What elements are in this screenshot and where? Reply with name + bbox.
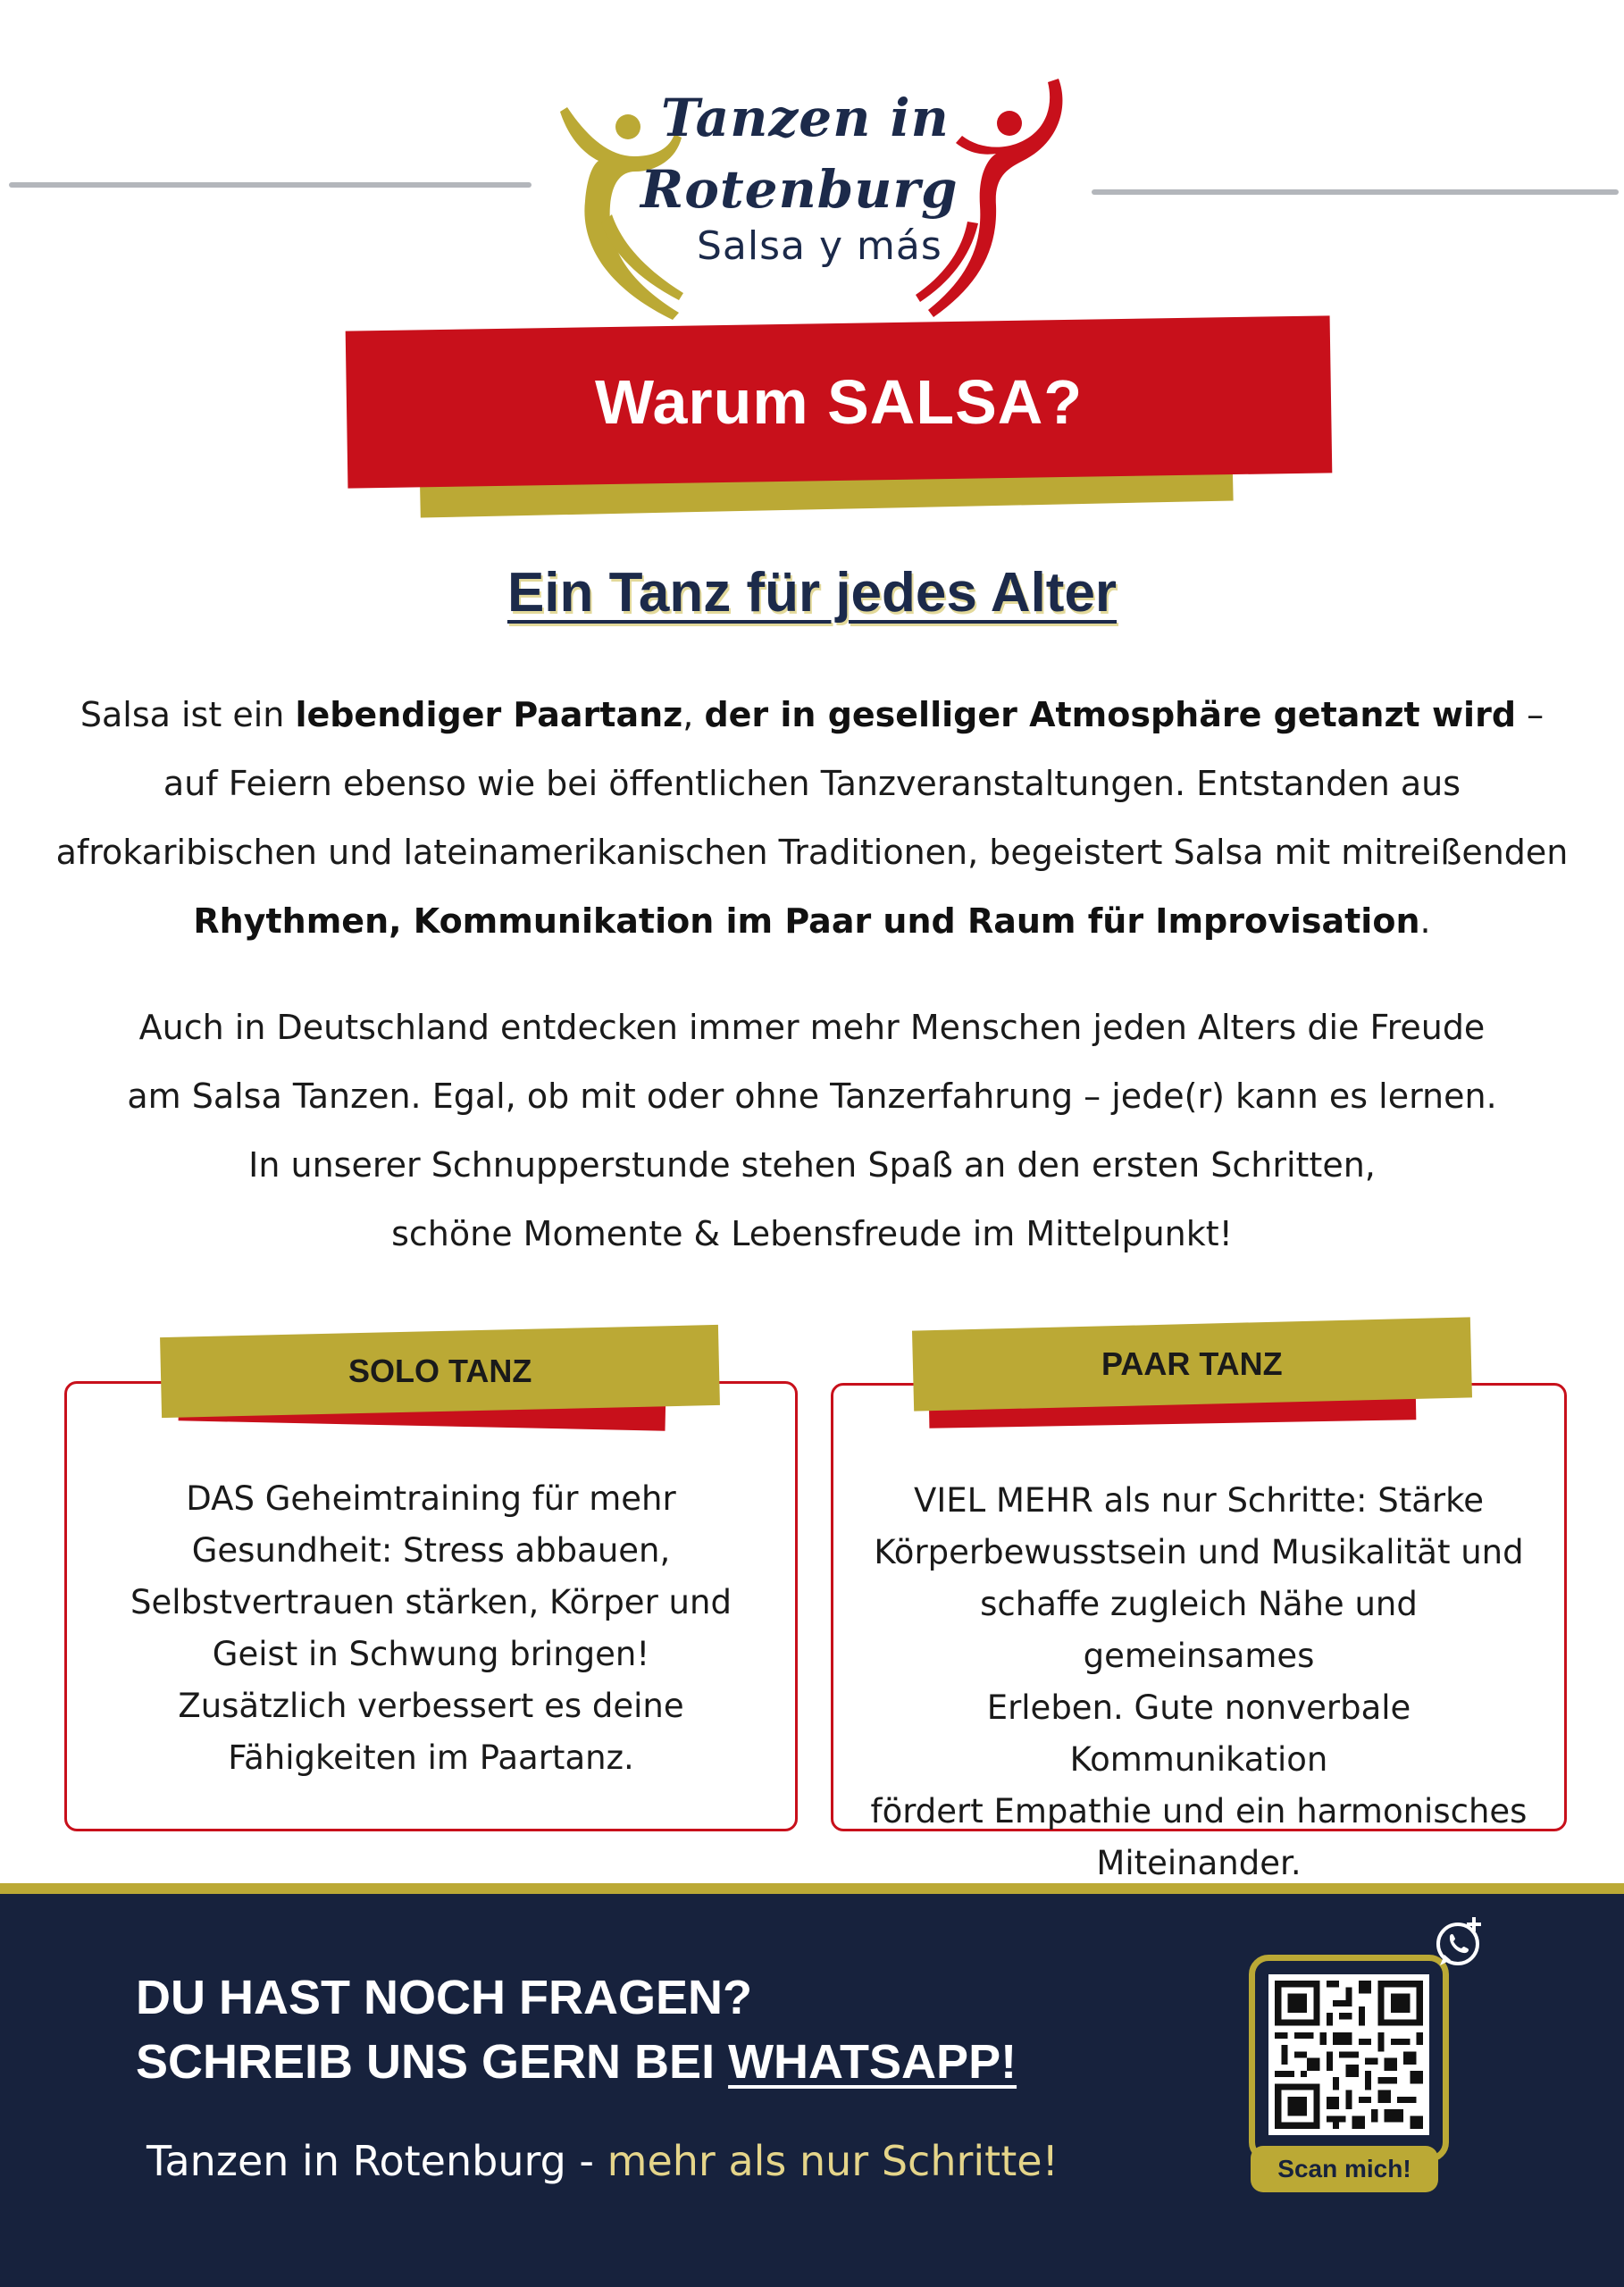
qr-code-icon[interactable] (1268, 1974, 1429, 2135)
brand-line-1: Tanzen in (661, 88, 950, 148)
card-line: Zusätzlich verbessert es deine (178, 1687, 684, 1725)
intro-bold-2: der in geselliger Atmosphäre getanzt wird (704, 695, 1517, 734)
paragraph-line: Auch in Deutschland entdecken immer mehr Menschen jeden Alters die Freude (138, 1008, 1486, 1047)
left-divider (9, 182, 532, 188)
intro-text-4: . (1419, 901, 1431, 941)
card-line: Gesundheit: Stress abbauen, (191, 1531, 671, 1570)
paragraph-line: In unserer Schnupperstunde stehen Spaß an den ersten Schritten, (248, 1145, 1376, 1185)
card-line: Fähigkeiten im Paartanz. (228, 1738, 634, 1777)
solo-tag-label: SOLO TANZ (347, 1353, 532, 1389)
card-line: Erleben. Gute nonverbale Kommunikation (986, 1688, 1411, 1779)
brand-logo (558, 71, 1067, 326)
solo-card (64, 1381, 798, 1831)
card-line: Selbstvertrauen stärken, Körper und (130, 1583, 732, 1621)
footer-heading-prefix: SCHREIB UNS GERN BEI (136, 2035, 729, 2089)
paar-tag-label: PAAR TANZ (1101, 1345, 1283, 1383)
paar-card (831, 1383, 1567, 1882)
paragraph-line: am Salsa Tanzen. Egal, ob mit oder ohne Tanzerfahrung – jede(r) kann es lernen. (127, 1076, 1497, 1116)
second-paragraph (54, 993, 1570, 1269)
intro-text-3: – auf Feiern ebenso wie bei öffentlichen Tanzveranstaltungen. Entstanden aus afrokaribischen und lateinamerikanischen Traditionen, begeistert Salsa mit mitreißenden (55, 695, 1569, 872)
intro-text-1: Salsa ist ein (80, 695, 296, 734)
footer-tagline-brand: Tanzen in Rotenburg - (146, 2137, 607, 2185)
whatsapp-icon[interactable] (1433, 1915, 1486, 1969)
whatsapp-link[interactable]: WHATSAPP! (728, 2035, 1017, 2089)
right-divider (1092, 189, 1619, 195)
card-line: DAS Geheimtraining für mehr (186, 1479, 676, 1518)
card-line: Miteinander. (1096, 1844, 1302, 1882)
intro-bold-1: lebendiger Paartanz (295, 695, 683, 734)
footer-tagline (146, 2137, 1059, 2185)
card-line: fördert Empathie und ein harmonisches (870, 1792, 1528, 1830)
intro-bold-3: Rhythmen, Kommunikation im Paar und Raum für Improvisation (193, 901, 1420, 941)
brand-tagline: Salsa y más (697, 223, 942, 269)
intro-text-2: , (682, 695, 705, 734)
card-line: Körperbewusstsein und Musikalität und (874, 1533, 1524, 1571)
paragraph-line: schöne Momente & Lebensfreude im Mittelpunkt! (391, 1214, 1233, 1253)
title-banner (346, 315, 1333, 488)
intro-paragraph (54, 681, 1570, 956)
page-title: Warum SALSA? (594, 367, 1084, 437)
footer-heading-line-2 (136, 2030, 1017, 2094)
footer-heading (136, 1965, 1017, 2094)
card-line: Geist in Schwung bringen! (212, 1635, 650, 1673)
footer-tagline-slogan: mehr als nur Schritte! (607, 2137, 1059, 2185)
solo-card-text (103, 1473, 759, 1784)
paar-card-text (869, 1475, 1528, 1889)
section-subtitle: Ein Tanz für jedes Alter (506, 562, 1118, 624)
paar-tag (912, 1317, 1472, 1411)
card-line: schaffe zugleich Nähe und gemeinsames (980, 1585, 1418, 1675)
card-line: VIEL MEHR als nur Schritte: Stärke (914, 1481, 1484, 1520)
scan-button[interactable]: Scan mich! (1251, 2146, 1438, 2192)
solo-tag (160, 1325, 720, 1418)
footer-heading-line-1: DU HAST NOCH FRAGEN? (136, 1971, 752, 2024)
footer-divider (0, 1883, 1624, 1894)
brand-line-2: Rotenburg (640, 159, 958, 220)
